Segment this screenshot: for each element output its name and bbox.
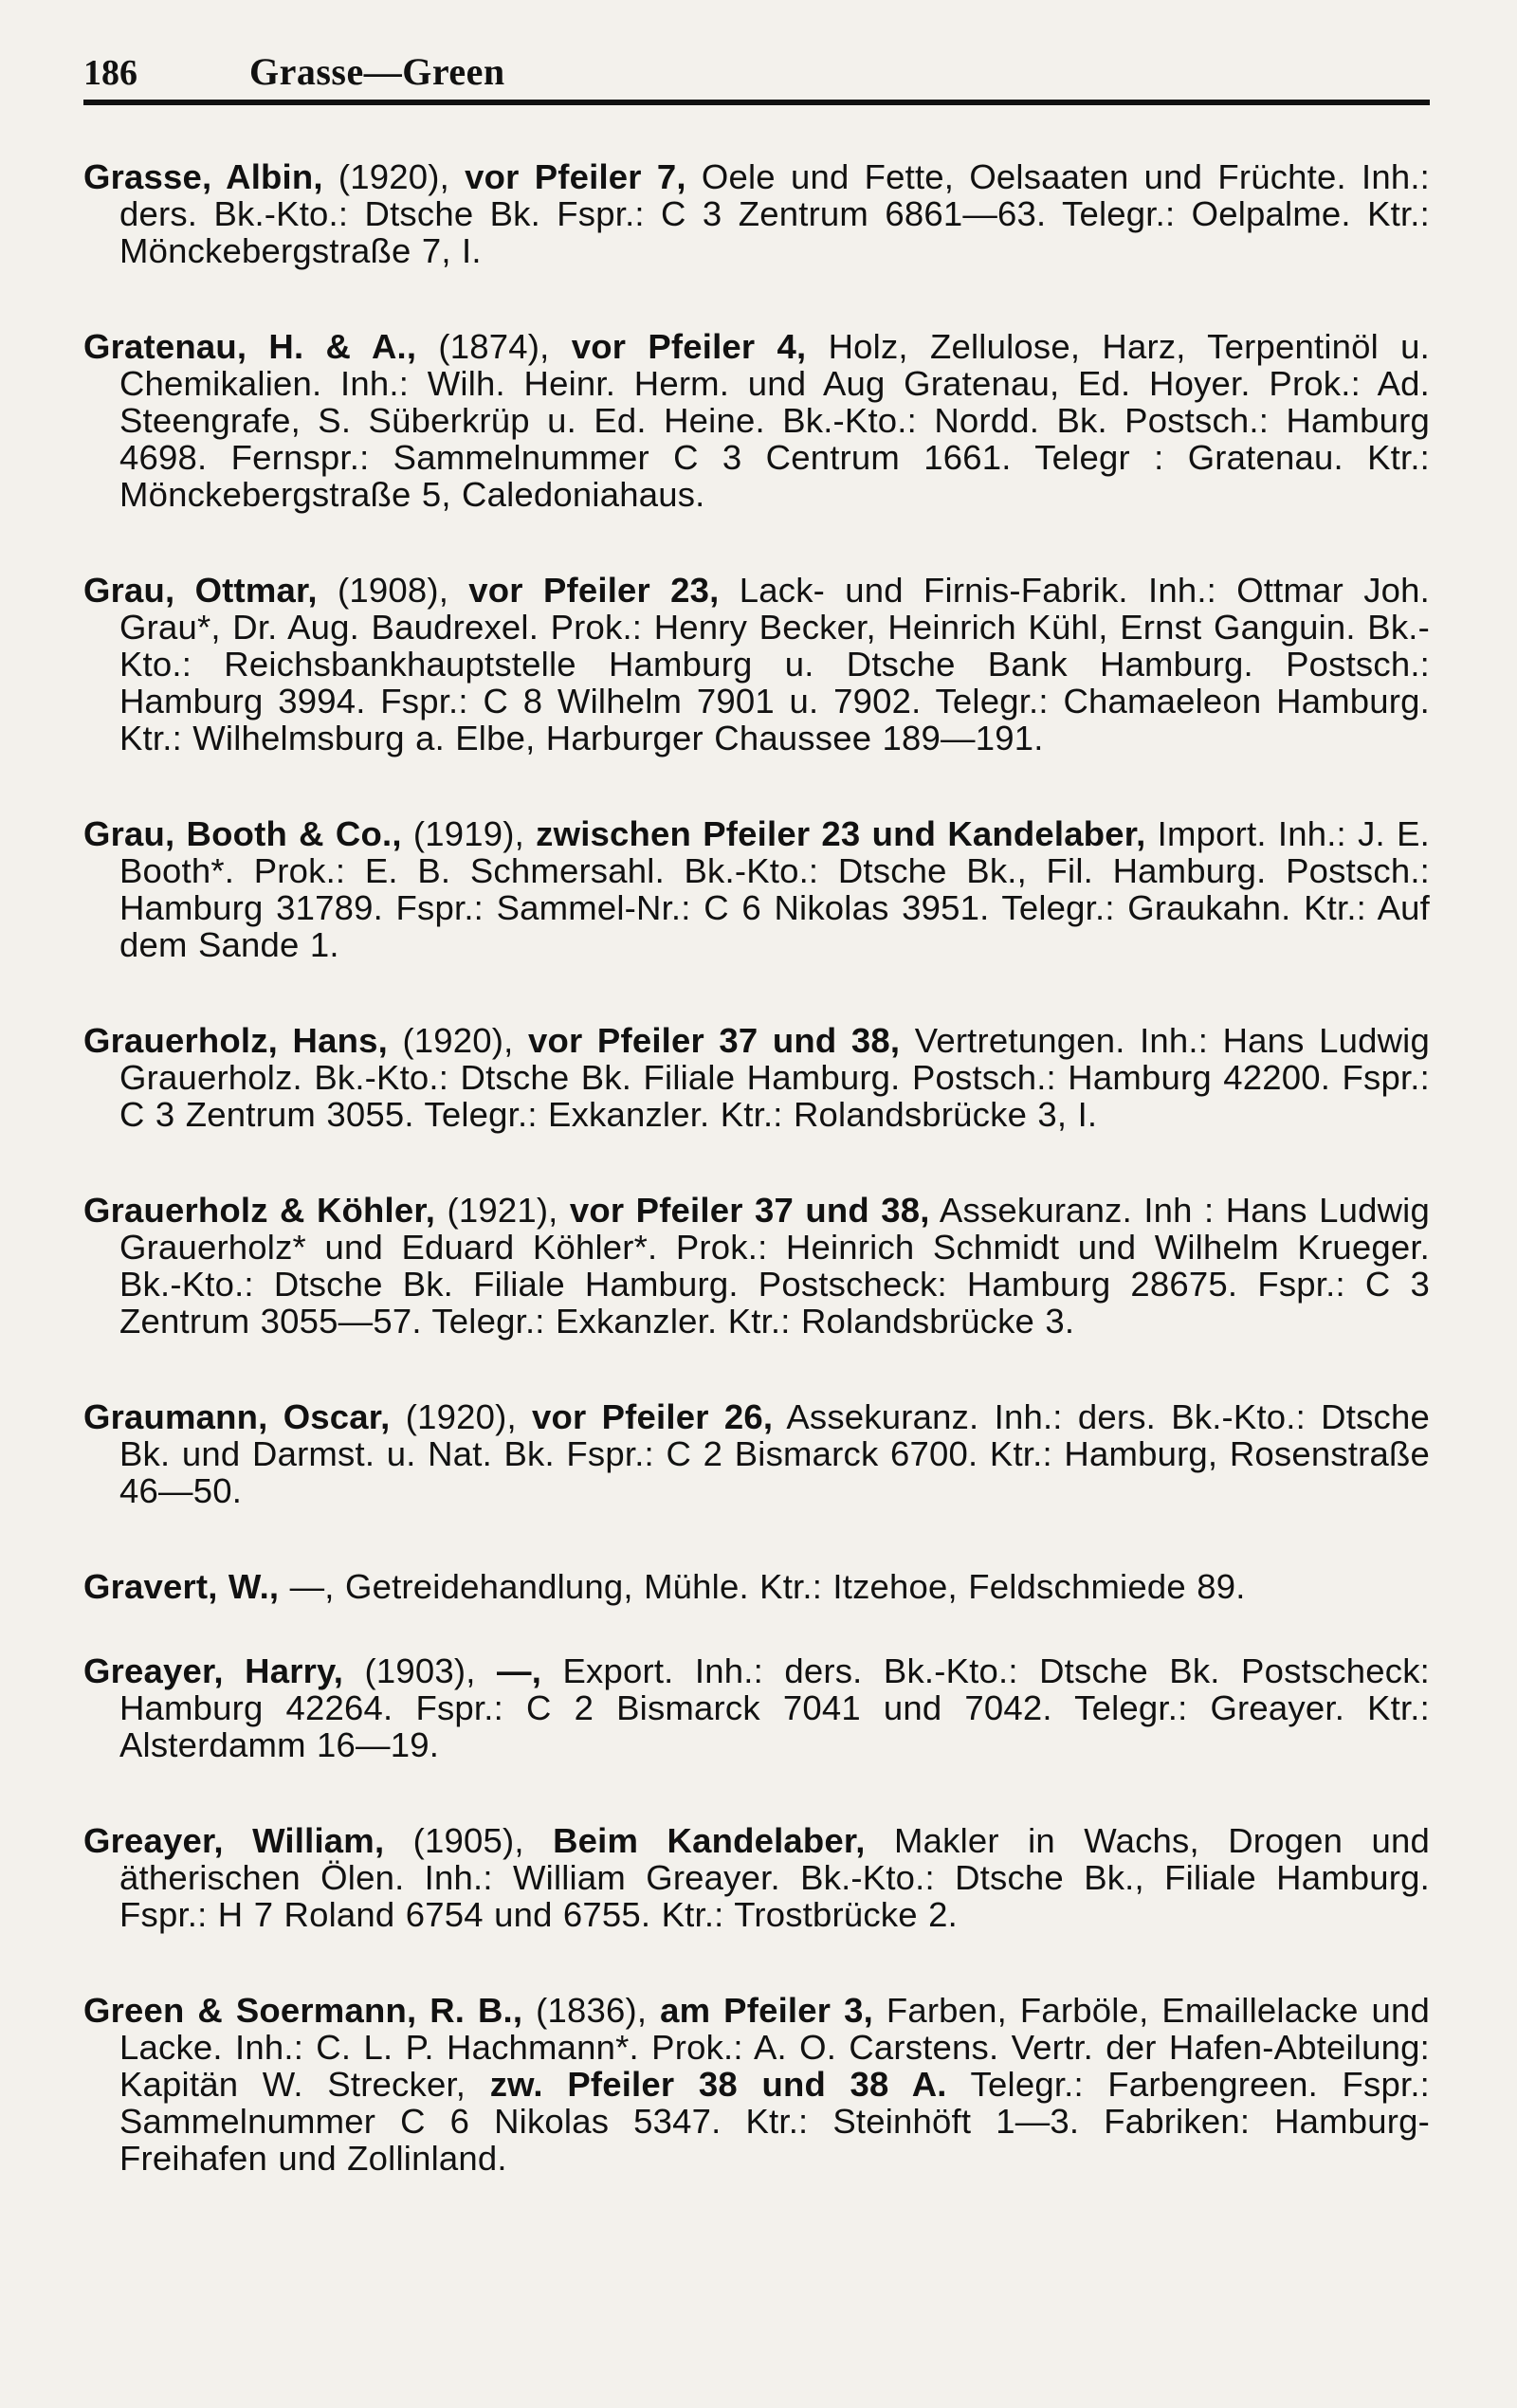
entry-details: Lack- und Firnis-Fabrik. Inh.: Ottmar Joh. Grau*, Dr. Aug. Baudrexel. Prok.: Henry Becker, Heinrich Kühl, Ernst Ganguin. Bk.-Kto.: Reichsbankhauptstelle Hamburg u. Dtsche Bank Hamburg. Postsch.: Hamburg 3994. Fspr.: C 8 Wilhelm 7901 u. 7902. Telegr.: Chamaeleon Hamburg. Ktr.: Wilhelmsburg a. Elbe, Harburger Chaussee 189—191. [119,571,1431,757]
entry-location: Beim Kandelaber, [523,1821,866,1860]
list-item [83,328,1430,513]
entry-year: (1921), [435,1191,558,1230]
entry-year: (1903), [343,1651,476,1690]
entry-location: vor Pfeiler 7, [448,157,686,196]
entry-year: (1908), [317,571,449,610]
page-number: 186 [83,53,137,93]
running-head: Grasse—Green [249,50,505,93]
entry-name: Greayer, Harry, [83,1651,344,1690]
entry-details: Assekuranz. Inh : Hans Ludwig Grauerholz* und Eduard Köhler*. Prok.: Heinrich Schmidt und Wilhelm Krueger. Bk.-Kto.: Dtsche Bk. Filiale Hamburg. Postscheck: Hamburg 28675. Fspr.: C 3 Zentrum 3055—57. Telegr.: Exkanzler. Ktr.: Rolandsbrücke 3. [119,1191,1430,1341]
entry-location: am Pfeiler 3, [647,1991,873,2030]
entry-name: Grau, Ottmar, [83,571,318,610]
entry-details: Assekuranz. Inh.: ders. Bk.-Kto.: Dtsche Bk. und Darmst. u. Nat. Bk. Fspr.: C 2 Bismarck 6700. Ktr.: Hamburg, Rosenstraße 46—50. [119,1397,1430,1510]
list-item [83,1652,1430,1763]
entry-location: vor Pfeiler 4, [549,327,807,366]
list-item [83,1568,1430,1605]
entry-year: (1905), [384,1821,524,1860]
entry-name: Gravert, W., [83,1567,280,1606]
entry-year: (1919), [401,814,524,853]
entry-name: Grauerholz, Hans, [83,1021,388,1060]
list-item [83,572,1430,757]
entry-name: Green & Soermann, R. B., [83,1991,523,2030]
list-item [83,815,1430,963]
entry-details: Vertretungen. Inh.: Hans Ludwig Grauerholz. Bk.-Kto.: Dtsche Bk. Filiale Hamburg. Postsch.: Hamburg 42200. Fspr.: C 3 Zentrum 3055. Telegr.: Exkanzler. Ktr.: Rolandsbrücke 3, I. [119,1021,1430,1134]
list-item [83,158,1430,269]
entry-details: Import. Inh.: J. E. Booth*. Prok.: E. B. Schmersahl. Bk.-Kto.: Dtsche Bk., Fil. Hamburg. Postsch.: Hamburg 31789. Fspr.: Sammel-Nr.: C 6 Nikolas 3951. Telegr.: Graukahn. Ktr.: Auf dem Sande 1. [119,814,1430,964]
entry-location: vor Pfeiler 26, [516,1397,774,1436]
entry-name: Greayer, William, [83,1821,385,1860]
entry-year: (1920), [387,1021,514,1060]
entry-location: vor Pfeiler 23, [448,571,720,610]
entry-name: Grau, Booth & Co., [83,814,402,853]
entry-year: (1874), [416,327,550,366]
entry-details: Holz, Zellulose, Harz, Terpentinöl u. Chemikalien. Inh.: Wilh. Heinr. Herm. und Aug Gratenau, Ed. Hoyer. Prok.: Ad. Steengrafe, S. Süberkrüp u. Ed. Heine. Bk.-Kto.: Nordd. Bk. Postsch.: Hamburg 4698. Fernspr.: Sammelnummer C 3 Centrum 1661. Telegr : Gratenau. Ktr.: Mönckebergstraße 5, Caledoniahaus. [119,327,1430,514]
entry-year: (1920), [322,157,449,196]
entry-name: Grasse, Albin, [83,157,323,196]
entry-location: vor Pfeiler 37 und 38, [513,1021,901,1060]
entry-location: vor Pfeiler 37 und 38, [557,1191,930,1230]
entry-location-secondary: zw. Pfeiler 38 und 38 A. [489,2065,947,2104]
list-item [83,1992,1430,2177]
entry-list [83,158,1430,2177]
entry-name: Gratenau, H. & A., [83,327,417,366]
entry-name: Grauerholz & Köhler, [83,1191,436,1230]
entry-details: Oele und Fette, Oelsaaten und Früchte. Inh.: ders. Bk.-Kto.: Dtsche Bk. Fspr.: C 3 Zentrum 6861—63. Telegr.: Oelpalme. Ktr.: Mönckebergstraße 7, I. [119,157,1431,270]
page-header [83,49,1430,105]
entry-year: —, [279,1567,335,1606]
entry-details-continued: Telegr.: Farbengreen. Fspr.: Sammelnummer C 6 Nikolas 5347. Ktr.: Steinhöft 1—3. Fabriken: Hamburg-Freihafen und Zollinland. [119,2065,1430,2178]
entry-year: (1836), [522,1991,648,2030]
entry-year: (1920), [390,1397,517,1436]
list-item [83,1398,1430,1509]
entry-location: zwischen Pfeiler 23 und Kandelaber, [523,814,1146,853]
list-item [83,1022,1430,1133]
entry-details: Export. Inh.: ders. Bk.-Kto.: Dtsche Bk. Postscheck: Hamburg 42264. Fspr.: C 2 Bismarck 7041 und 7042. Telegr.: Greayer. Ktr.: Alsterdamm 16—19. [119,1651,1430,1764]
entry-location: —, [475,1651,542,1690]
entry-name: Graumann, Oscar, [83,1397,391,1436]
entry-details: Farben, Farböle, Emaillelacke und Lacke. Inh.: C. L. P. Hachmann*. Prok.: A. O. Carstens. Vertr. der Hafen-Abteilung: Kapitän W. Strecker, [119,1991,1431,2104]
entry-details: Getreidehandlung, Mühle. Ktr.: Itzehoe, Feldschmiede 89. [334,1567,1246,1606]
entry-details: Makler in Wachs, Drogen und ätherischen Ölen. Inh.: William Greayer. Bk.-Kto.: Dtsche Bk., Filiale Hamburg. Fspr.: H 7 Roland 6754 und 6755. Ktr.: Trostbrücke 2. [119,1821,1430,1934]
list-item [83,1822,1430,1933]
list-item [83,1192,1430,1340]
